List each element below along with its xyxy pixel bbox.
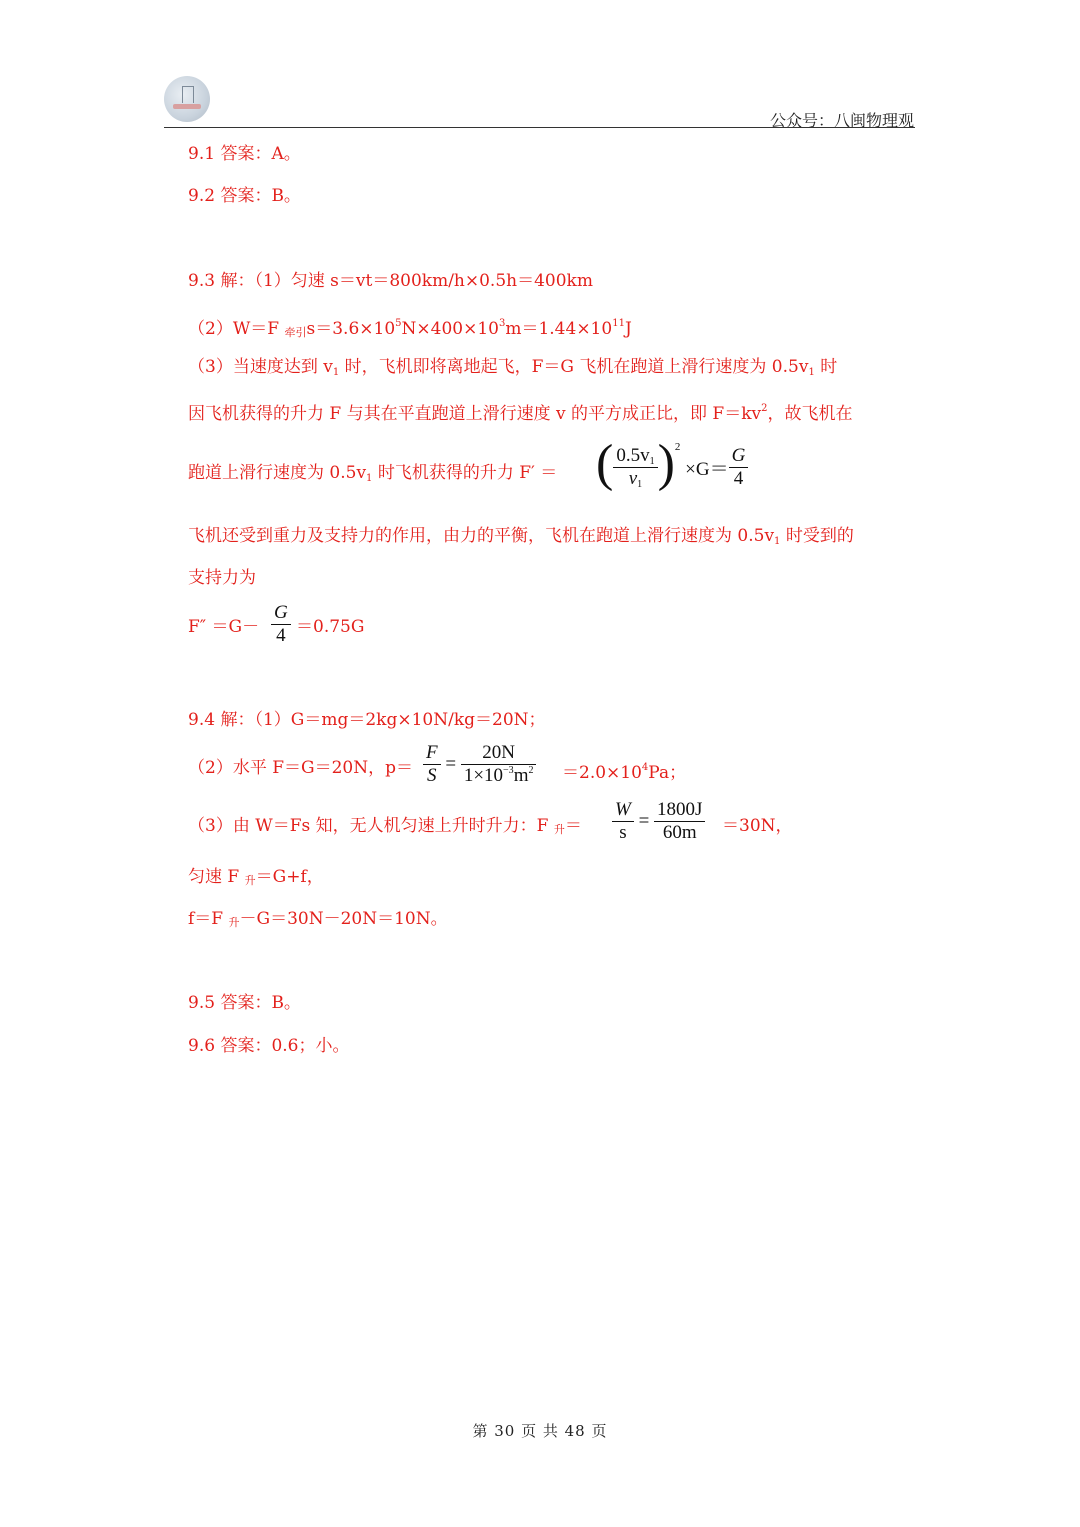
w-over-s-fraction: [612, 799, 634, 844]
answer-9-3-part5: [188, 462, 557, 490]
answer-9-3-part2: [188, 313, 632, 344]
header-rule: [164, 127, 915, 128]
text: Pa；: [648, 763, 687, 783]
subscript: 升: [244, 874, 256, 887]
text: W: [615, 799, 631, 820]
subscript: 牵引: [284, 326, 307, 339]
answer-9-3-part1: 9.3 解：（1）匀速 s＝vt＝800km/h×0.5h＝400km: [188, 271, 593, 291]
answer-9-4-part2-left: （2）水平 F＝G＝20N，p＝: [188, 758, 413, 778]
denominator: [423, 765, 441, 787]
text: F: [426, 742, 438, 763]
support-force-fraction: [271, 602, 291, 647]
subscript: 1: [366, 473, 373, 484]
exponent: 2: [674, 440, 681, 453]
text: S: [427, 765, 437, 786]
velocity-ratio-fraction: [613, 445, 657, 490]
text: m: [513, 765, 529, 786]
pressure-formula: [423, 742, 536, 787]
text: G: [274, 602, 288, 623]
subscript: 1: [637, 479, 643, 490]
f-over-s-fraction: [423, 742, 441, 787]
denominator: 60m: [662, 822, 697, 843]
answer-9-3-part7: 支持力为: [188, 568, 256, 588]
text: 时受到的: [780, 526, 854, 546]
exponent: 4: [641, 762, 649, 773]
pressure-value-fraction: [461, 742, 537, 787]
subscript: 升: [228, 916, 240, 929]
text: ×G＝: [685, 459, 729, 480]
numerator: [423, 742, 441, 765]
logo-tower-shape: [182, 86, 194, 103]
text: ＝2.0×10: [562, 763, 642, 783]
exponent: 5: [395, 318, 402, 329]
numerator: [613, 445, 657, 468]
text: N×400×10: [401, 319, 499, 339]
text: 匀速 F: [188, 867, 245, 887]
text: s＝3.6×10: [306, 319, 396, 339]
answer-9-6: 9.6 答案：0.6；小。: [188, 1036, 350, 1056]
answer-9-3-part6: [188, 525, 854, 553]
answer-9-2: 9.2 答案：B。: [188, 186, 301, 206]
lift-force-formula: [596, 435, 748, 497]
denominator: 4: [276, 625, 286, 646]
exponent: 2: [528, 765, 534, 776]
text: =: [445, 753, 457, 775]
logo-seal: [164, 76, 210, 122]
denominator: 4: [733, 468, 744, 489]
subscript: 升: [553, 823, 565, 836]
text: 因飞机获得的升力 F 与其在平直跑道上滑行速度 v 的平方成正比，即 F＝kv: [188, 404, 762, 424]
answer-9-4-part5: [188, 908, 448, 934]
numerator: 20N: [461, 742, 537, 765]
exponent: 3: [498, 318, 506, 329]
text: 时飞机获得的升力 F′ ＝: [372, 463, 558, 483]
subscript: 1: [332, 367, 340, 378]
text: f＝F: [188, 909, 229, 929]
answer-9-4-part3-left: [188, 815, 582, 841]
subscript: 1: [649, 456, 655, 467]
numerator: 1800J: [654, 799, 705, 822]
answer-9-4-part4: [188, 866, 324, 892]
text: （2）W＝F: [188, 319, 285, 339]
answer-9-4-part1: 9.4 解：（1）G＝mg＝2kg×10N/kg＝20N；: [188, 710, 546, 730]
text: ，故飞机在: [767, 404, 853, 424]
answer-9-1: 9.1 答案：A。: [188, 144, 301, 164]
answer-9-4-part2-right: [562, 757, 686, 784]
text: =: [638, 810, 650, 832]
subscript: 1: [808, 367, 815, 378]
answer-9-4-part3-right: ＝30N，: [722, 816, 793, 836]
numerator: [271, 602, 291, 625]
answer-9-3-part8-left: F″ ＝G－: [188, 617, 260, 637]
text: 时: [814, 357, 838, 377]
text: 跑道上滑行速度为 0.5v: [188, 463, 367, 483]
numerator: [612, 799, 634, 822]
logo-banner-shape: [173, 104, 201, 109]
text: 0.5v: [616, 445, 650, 466]
subscript: 1: [774, 536, 781, 547]
answer-9-3-part8-right: ＝0.75G: [296, 617, 365, 637]
exponent: −3: [503, 765, 514, 776]
text: 飞机还受到重力及支持力的作用，由力的平衡，飞机在跑道上滑行速度为 0.5v: [188, 526, 775, 546]
numerator: [729, 445, 749, 468]
text: （3）由 W＝Fs 知，无人机匀速上升时升力：F: [188, 816, 554, 836]
g-over-4-fraction: [271, 602, 291, 647]
page-number: 第 30 页 共 48 页: [472, 1422, 608, 1440]
denominator: s: [619, 822, 627, 843]
denominator: [613, 468, 657, 490]
denominator: [461, 765, 537, 787]
lift-value-fraction: [654, 799, 705, 844]
left-paren: (: [596, 435, 614, 492]
text: －G＝30N－20N＝10N。: [239, 909, 448, 929]
answer-9-3-part4: [188, 398, 853, 425]
exponent: 11: [612, 318, 625, 329]
lift-formula: [612, 799, 705, 844]
exponent: 2: [761, 403, 768, 414]
text: G: [731, 445, 746, 466]
right-paren: ): [657, 435, 675, 492]
text: J: [624, 319, 632, 339]
answer-9-5: 9.5 答案：B。: [188, 993, 301, 1013]
answer-9-3-part3: [188, 356, 837, 384]
header-channel: 公众号：八闽物理观: [769, 111, 914, 130]
g-over-4-fraction: [729, 445, 749, 490]
text: ＝G+f，: [255, 867, 324, 887]
text: ＝: [564, 816, 582, 836]
text: 1×10: [463, 765, 504, 786]
text: （3）当速度达到 v: [188, 357, 333, 377]
text: 时，飞机即将离地起飞，F＝G 飞机在跑道上滑行速度为 0.5v: [339, 357, 809, 377]
text: v: [628, 468, 638, 489]
text: m＝1.44×10: [505, 319, 613, 339]
